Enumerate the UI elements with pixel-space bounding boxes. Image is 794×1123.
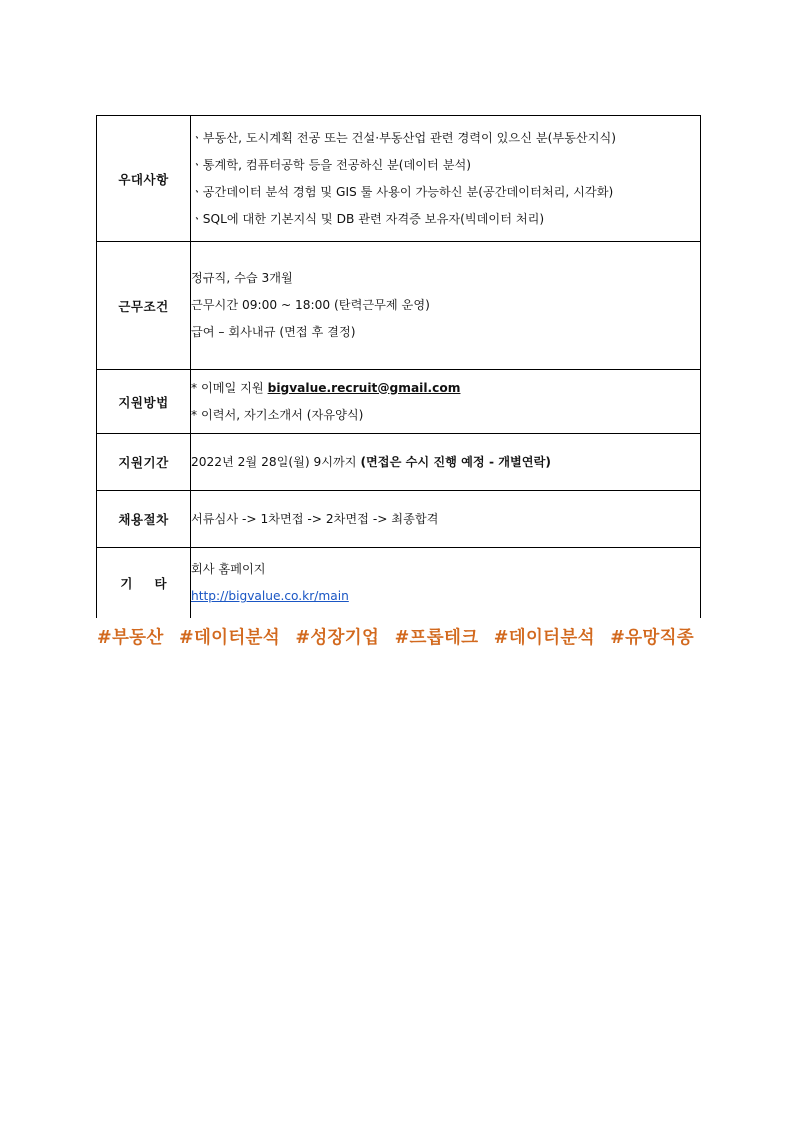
row-content-conditions: [191, 242, 701, 370]
apply-method-line-2: * 이력서, 자기소개서 (자유양식): [191, 407, 364, 422]
homepage-label: 회사 홈페이지: [191, 562, 266, 576]
homepage-line: [191, 583, 700, 610]
table-row-process: [97, 491, 701, 548]
row-label-etc: [97, 548, 191, 619]
apply-period-note: (면접은 수시 진행 예정 - 개별연락): [360, 454, 551, 469]
row-label-preference: 우대사항: [97, 116, 191, 242]
hashtag: #유망직종: [610, 628, 694, 648]
hashtag-list: [97, 624, 703, 649]
hashtag: #성장기업: [295, 628, 380, 648]
homepage-link[interactable]: http://bigvalue.co.kr/main: [191, 589, 349, 603]
conditions-line-2: 근무시간 09:00 ~ 18:00 (탄력근무제 운영): [191, 298, 430, 312]
row-content-preference: [191, 116, 701, 242]
row-label-apply-method: 지원방법: [97, 370, 191, 434]
hashtag: #프롭테크: [394, 628, 479, 648]
row-label-etc-text: 기타: [120, 576, 189, 591]
row-content-etc: [191, 548, 701, 619]
job-info-table: [96, 115, 701, 618]
apply-period-line: [191, 449, 700, 476]
apply-method-line-1: [191, 375, 700, 402]
conditions-line-1: 정규직, 수습 3개월: [191, 271, 293, 285]
hashtag: #데이터분석: [178, 628, 280, 648]
email-link[interactable]: bigvalue.recruit@gmail.com: [267, 380, 461, 395]
hashtag: #부동산: [97, 628, 164, 648]
table-row-conditions: [97, 242, 701, 370]
email-prefix: * 이메일 지원: [191, 380, 268, 395]
conditions-line-3: 급여 – 회사내규 (면접 후 결정): [191, 325, 356, 339]
preference-line-3: ㆍ공간데이터 분석 경험 및 GIS 툴 사용이 가능하신 분(공간데이터처리, 시각화): [191, 184, 614, 199]
preference-line-1: ㆍ부동산, 도시계획 전공 또는 건설·부동산업 관련 경력이 있으신 분(부동산지식): [191, 130, 616, 145]
table-row-apply-method: [97, 370, 701, 434]
row-content-apply-method: [191, 370, 701, 434]
row-content-process: [191, 491, 701, 548]
row-content-apply-period: [191, 434, 701, 491]
hashtag: #데이터분석: [493, 628, 595, 648]
table-row-preference: [97, 116, 701, 242]
apply-period-date: 2022년 2월 28일(월) 9시까지: [191, 454, 361, 469]
row-label-apply-period: 지원기간: [97, 434, 191, 491]
row-label-process: 채용절차: [97, 491, 191, 548]
preference-line-4: ㆍSQL에 대한 기본지식 및 DB 관련 자격증 보유자(빅데이터 처리): [191, 211, 545, 226]
process-text: 서류심사 -> 1차면접 -> 2차면접 -> 최종합격: [191, 511, 439, 526]
table-row-apply-period: [97, 434, 701, 491]
table-row-etc: [97, 548, 701, 619]
preference-line-2: ㆍ통계학, 컴퓨터공학 등을 전공하신 분(데이터 분석): [191, 157, 471, 172]
row-label-conditions: 근무조건: [97, 242, 191, 370]
